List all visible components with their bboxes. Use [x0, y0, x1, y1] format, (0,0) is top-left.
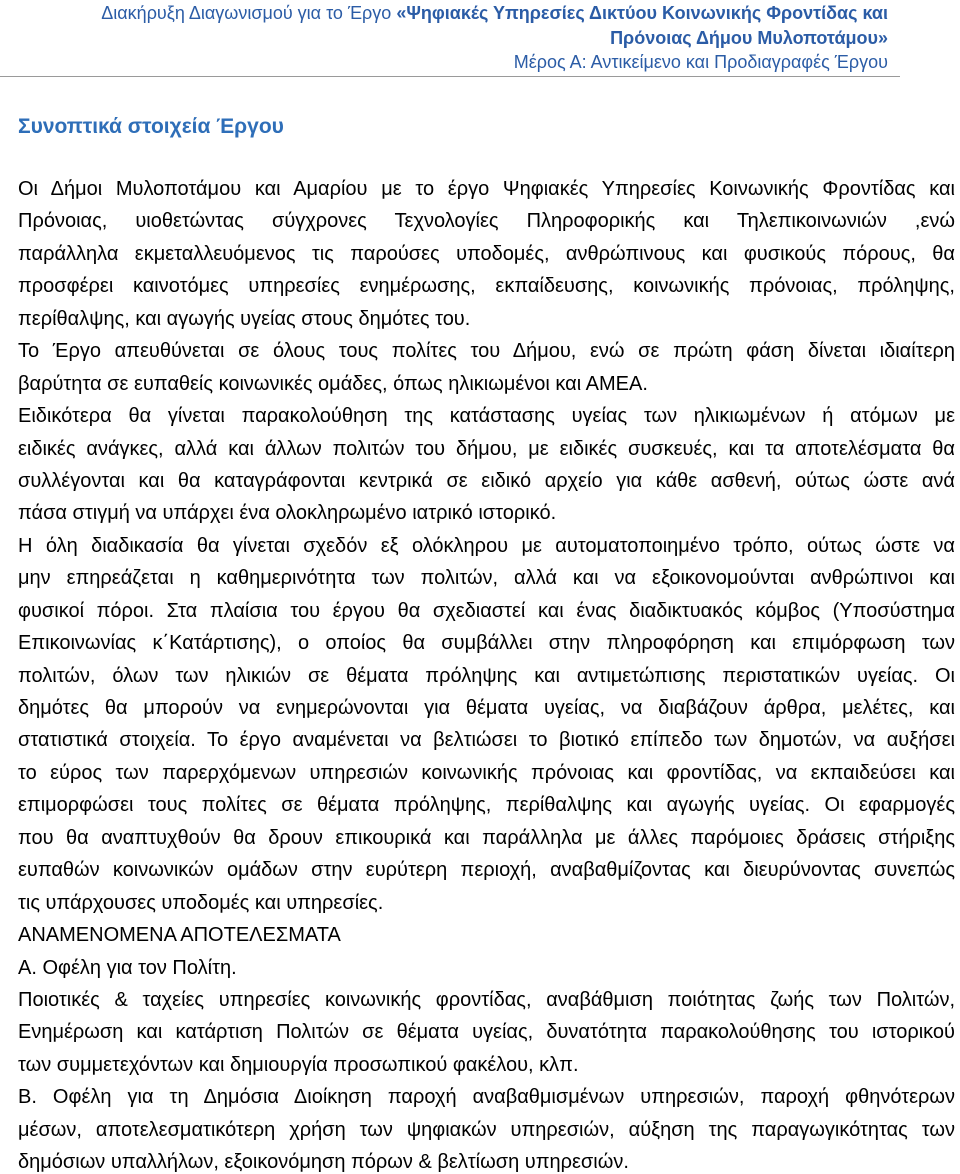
paragraph-line: δημότες θα μπορούν να ενημερώνονται για θέματα υγείας, να διαβάζουν άρθρα, μελέτες, και [18, 697, 955, 719]
paragraph-line: των συμμετεχόντων και δημιουργία προσωπικού φακέλου, κλπ. [18, 1053, 579, 1076]
paragraph-line: δημόσιων υπαλλήλων, εξοικονόμηση πόρων & βελτίωση υπηρεσιών. [18, 1151, 629, 1174]
paragraph-line: παράλληλα εκμεταλλευόμενος τις παρούσες υποδομές, ανθρώπινους και φυσικούς πόρους, θα [18, 242, 955, 265]
paragraph-health-monitoring [18, 405, 955, 524]
paragraph-automation-and-portal [18, 535, 955, 914]
paragraph-line: Α. Οφέλη για τον Πολίτη. [18, 956, 237, 979]
header-line-2 [20, 26, 888, 51]
paragraph-line: συλλέγονται και θα καταγράφονται κεντρικά σε ειδικό αρχείο για κάθε ασθενή, ούτως ώστε ανά [18, 469, 955, 492]
paragraph-line: Επικοινωνίας κ΄Κατάρτισης), ο οποίος θα συμβάλλει στην πληροφόρηση και επιμόρφωση των [18, 632, 955, 655]
paragraph-target-groups [18, 340, 955, 394]
paragraph-line: ευπαθών κοινωνικών ομάδων στην ευρύτερη περιοχή, αναβαθμίζοντας και διευρύνοντας συνεπώς [18, 859, 955, 882]
paragraph-line: το εύρος των παρερχόμενων υπηρεσιών κοινωνικής πρόνοιας και φροντίδας, να εκπαιδεύσει και [18, 761, 955, 784]
body-text [18, 178, 955, 1173]
paragraph-line: μέσων, αποτελεσματικότερη χρήση των ψηφιακών υπηρεσιών, αύξηση της παραγωγικότητας των [18, 1118, 955, 1141]
paragraph-line: Πρόνοιας, υιοθετώντας σύγχρονες Τεχνολογίες Πληροφορικής και Τηλεπικοινωνιών ,ενώ [18, 210, 955, 233]
tender-prefix: Διακήρυξη Διαγωνισμού για το Έργο [101, 3, 397, 23]
paragraph-line: περίθαλψης, και αγωγής υγείας στους δημότες του. [18, 307, 471, 330]
citizen-benefits-heading [18, 957, 955, 979]
header-line-1 [20, 1, 888, 26]
paragraph-line: Ειδικότερα θα γίνεται παρακολούθηση της κατάστασης υγείας των ηλικιωμένων ή ατόμων με [18, 405, 955, 428]
paragraph-line: φυσικοί πόροι. Στα πλαίσια του έργου θα σχεδιαστεί και ένας διαδικτυακός κόμβος (Υποσύστημα [18, 599, 955, 622]
paragraph-line: Οι Δήμοι Μυλοποτάμου και Αμαρίου με το έργο Ψηφιακές Υπηρεσίες Κοινωνικής Φροντίδας και [18, 178, 955, 200]
public-administration-benefits [18, 1086, 955, 1173]
paragraph-line: που θα αναπτυχθούν θα δρουν επικουρικά και παράλληλα με άλλες παρόμοιες δράσεις στήριξης [18, 826, 955, 849]
paragraph-line: ΑΝΑΜΕΝΟΜΕΝΑ ΑΠΟΤΕΛΕΣΜΑΤΑ [18, 924, 341, 947]
paragraph-line: στατιστικά στοιχεία. Το έργο αναμένεται να βελτιώσει το βιοτικό επίπεδο των δημοτών, να αυξήσει [18, 729, 955, 752]
citizen-benefits-text [18, 989, 955, 1076]
paragraph-line: προσφέρει καινοτόμες υπηρεσίες ενημέρωσης, εκπαίδευσης, κοινωνικής πρόνοιας, πρόληψης, [18, 275, 955, 298]
project-title-part-2: Πρόνοιας Δήμου Μυλοποτάμου» [610, 27, 888, 48]
paragraph-line: Ενημέρωση και κατάρτιση Πολιτών σε θέματα υγείας, δυνατότητα παρακολούθησης του ιστορικού [18, 1021, 955, 1044]
project-title-part-1: «Ψηφιακές Υπηρεσίες Δικτύου Κοινωνικής Φροντίδας και [396, 3, 888, 23]
paragraph-line: ειδικές ανάγκες, αλλά και άλλων πολιτών του δήμου, με ειδικές συσκευές, και τα αποτελέσματα θα [18, 437, 955, 460]
paragraph-line: Η όλη διαδικασία θα γίνεται σχεδόν εξ ολόκληρου με αυτοματοποιημένο τρόπο, ούτως ώστε να [18, 534, 955, 557]
expected-results-heading [18, 924, 955, 946]
running-header [20, 1, 888, 75]
paragraph-line: πάσα στιγμή να υπάρχει ένα ολοκληρωμένο ιατρικό ιστορικό. [18, 502, 557, 525]
paragraph-line: Το Έργο απευθύνεται σε όλους τους πολίτες του Δήμου, ενώ σε πρώτη φάση δίνεται ιδιαίτερη [18, 340, 955, 363]
paragraph-project-summary [18, 178, 955, 330]
paragraph-line: Ποιοτικές & ταχείες υπηρεσίες κοινωνικής φροντίδας, αναβάθμιση ποιότητας ζωής των Πολιτών, [18, 988, 955, 1011]
section-title: Συνοπτικά στοιχεία Έργου [18, 115, 284, 138]
paragraph-line: βαρύτητα σε ευπαθείς κοινωνικές ομάδες, όπως ηλικιωμένοι και ΑΜΕΑ. [18, 372, 648, 395]
part-label: Μέρος Α: Αντικείμενο και Προδιαγραφές Έργου [513, 52, 888, 72]
paragraph-line: μην επηρεάζεται η καθημερινότητα των πολιτών, αλλά και να εξοικονομούνται ανθρώπινοι και [18, 567, 955, 590]
paragraph-line: πολιτών, όλων των ηλικιών σε θέματα πρόληψης και αντιμετώπισης περιστατικών υγείας. Οι [18, 664, 955, 687]
paragraph-line: Β. Οφέλη για τη Δημόσια Διοίκηση παροχή αναβαθμισμένων υπηρεσιών, παροχή φθηνότερων [18, 1086, 955, 1109]
header-divider [0, 76, 900, 77]
paragraph-line: τις υπάρχουσες υποδομές και υπηρεσίες. [18, 891, 384, 914]
paragraph-line: επιμορφώσει τους πολίτες σε θέματα πρόληψης, περίθαλψης και αγωγής υγείας. Οι εφαρμογές [18, 794, 955, 817]
header-line-3 [20, 50, 888, 75]
